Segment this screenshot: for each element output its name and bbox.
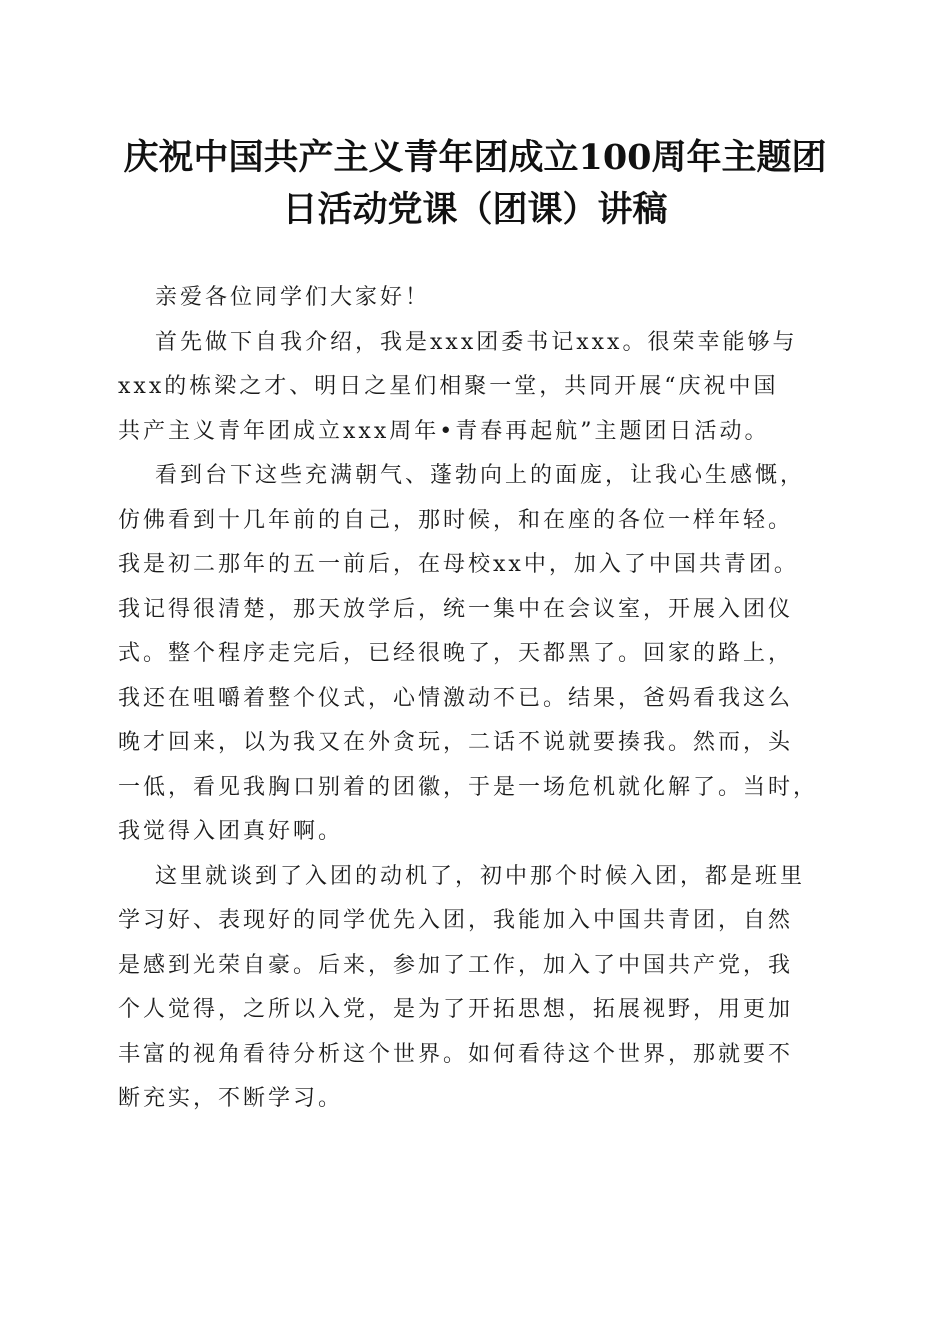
text-line: 式。整个程序走完后，已经很晚了，天都黑了。回家的路上， (118, 641, 794, 666)
text-line: 首先做下自我介绍，我是xxx团委书记xxx。很荣幸能够与 (155, 329, 798, 355)
text-line: 仿佛看到十几年前的自己，那时候，和在座的各位一样年轻。 (118, 507, 794, 533)
text-line: 一低，看见我胸口别着的团徽，于是一场危机就化解了。当时， (118, 774, 819, 800)
text-line: 丰富的视角看待分析这个世界。如何看待这个世界，那就要不 (118, 1041, 794, 1067)
text-line: xxx的栋梁之才、明日之星们相聚一堂，共同开展“庆祝中国 (118, 374, 779, 399)
paragraph-greeting (118, 276, 830, 321)
paragraph-memory (118, 454, 830, 855)
text-line: 亲爱各位同学们大家好！ (155, 285, 431, 310)
text-line: 这里就谈到了入团的动机了，初中那个时候入团，都是班里 (155, 863, 806, 889)
text-line: 共产主义青年团成立xxx周年•青春再起航”主题团日活动。 (118, 418, 770, 444)
document-title (100, 132, 850, 236)
text-line: 晚才回来，以为我又在外贪玩，二话不说就要揍我。然而，头 (118, 730, 794, 755)
document-body (118, 276, 830, 1122)
paragraph-motivation (118, 855, 830, 1122)
text-line: 我是初二那年的五一前后，在母校xx中，加入了中国共青团。 (118, 552, 799, 577)
text-line: 我记得很清楚，那天放学后，统一集中在会议室，开展入团仪 (118, 596, 794, 622)
title-line-2: 日活动党课（团课）讲稿 (282, 189, 668, 230)
text-line: 个人觉得，之所以入党，是为了开拓思想，拓展视野，用更加 (118, 997, 794, 1022)
text-line: 断充实，不断学习。 (118, 1086, 344, 1111)
text-line: 学习好、表现好的同学优先入团，我能加入中国共青团，自然 (118, 908, 794, 933)
text-line: 我还在咀嚼着整个仪式，心情激动不已。结果，爸妈看我这么 (118, 685, 794, 711)
paragraph-introduction (118, 321, 830, 455)
title-line-1: 庆祝中国共产主义青年团成立100周年主题团 (123, 137, 827, 178)
text-line: 看到台下这些充满朝气、蓬勃向上的面庞，让我心生感慨， (155, 463, 806, 488)
text-line: 我觉得入团真好啊。 (118, 819, 344, 844)
text-line: 是感到光荣自豪。后来，参加了工作，加入了中国共产党，我 (118, 952, 794, 978)
